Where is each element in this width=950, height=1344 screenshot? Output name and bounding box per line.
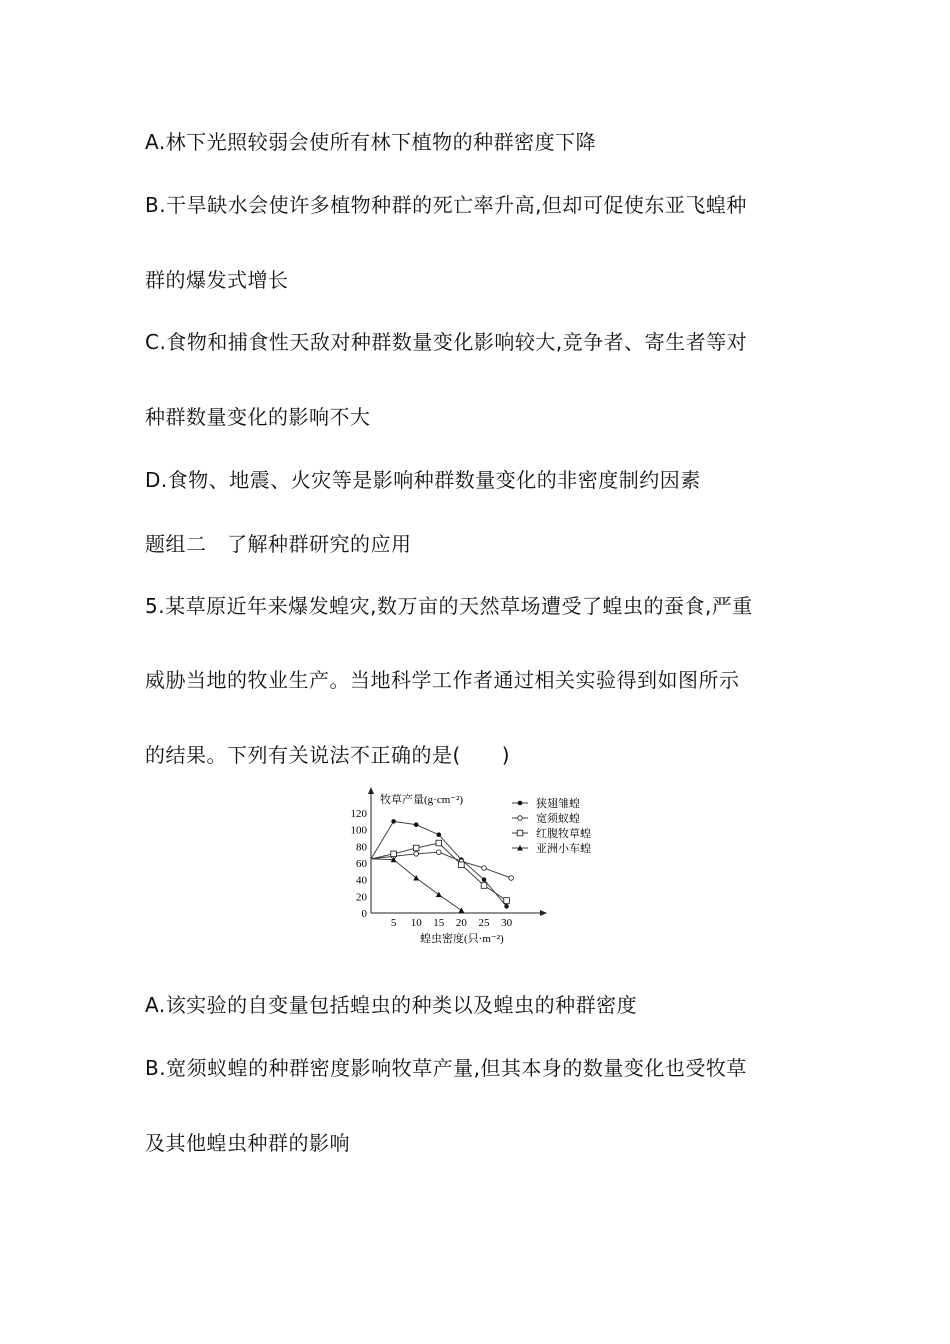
- open-circle-marker-icon: [509, 876, 514, 881]
- filled-circle-marker-icon: [518, 801, 523, 806]
- grass-yield-chart: [340, 785, 610, 950]
- chart-series: [371, 819, 513, 913]
- text-line: 种群数量变化的影响不大: [145, 405, 371, 429]
- text-line: B.干旱缺水会使许多植物种群的死亡率升高,但却可促使东亚飞蝗种: [145, 193, 747, 217]
- filled-circle-marker-icon: [437, 832, 442, 837]
- legend-item: [512, 826, 591, 840]
- series-line: [371, 857, 464, 913]
- legend-item: [512, 811, 580, 825]
- open-circle-marker-icon: [518, 816, 523, 821]
- y-axis-arrow-icon: [368, 787, 374, 794]
- open-circle-marker-icon: [482, 866, 487, 871]
- text-line: 威胁当地的牧业生产。当地科学工作者通过相关实验得到如图所示: [145, 668, 740, 692]
- y-tick-label: 0: [361, 908, 367, 920]
- filled-triangle-marker-icon: [436, 892, 442, 898]
- open-square-marker-icon: [481, 883, 487, 889]
- y-tick-label: 100: [350, 824, 367, 837]
- text-line: 及其他蝗虫种群的影响: [145, 1131, 350, 1155]
- x-tick-label: 20: [455, 917, 467, 929]
- filled-triangle-marker-icon: [458, 908, 464, 914]
- text-line: 题组二 了解种群研究的应用: [145, 532, 412, 556]
- x-tick-label: 5: [390, 917, 397, 929]
- open-square-marker-icon: [391, 851, 397, 857]
- legend-label: 亚洲小车蝗: [536, 843, 591, 855]
- x-axis-arrow-icon: [540, 910, 547, 916]
- open-square-marker-icon: [436, 840, 442, 846]
- filled-circle-marker-icon: [391, 819, 396, 824]
- open-square-marker-icon: [517, 830, 523, 836]
- text-line: 5.某草原近年来爆发蝗灾,数万亩的天然草场遭受了蝗虫的蚕食,严重: [145, 594, 753, 618]
- x-axis-label: 蝗虫密度(只·m⁻²): [420, 933, 504, 945]
- y-axis-label: 牧草产量(g·cm⁻²): [380, 794, 464, 806]
- open-circle-marker-icon: [414, 852, 419, 857]
- legend-label: 狭翅雏蝗: [536, 798, 580, 810]
- y-tick-label: 120: [350, 808, 367, 821]
- open-square-marker-icon: [459, 862, 465, 868]
- y-tick-label: 60: [356, 858, 367, 871]
- filled-circle-marker-icon: [504, 904, 509, 909]
- filled-circle-marker-icon: [414, 822, 419, 827]
- y-tick-label: 40: [356, 874, 367, 887]
- open-square-marker-icon: [504, 898, 510, 904]
- text-line: C.食物和捕食性天敌对种群数量变化影响较大,竞争者、寄生者等对: [145, 330, 748, 354]
- chart-legend: [512, 796, 591, 855]
- legend-item: [512, 841, 591, 855]
- legend-label: 红腹牧草蝗: [536, 828, 591, 840]
- filled-circle-marker-icon: [482, 877, 487, 882]
- open-circle-marker-icon: [437, 850, 442, 855]
- text-line: A.林下光照较弱会使所有林下植物的种群密度下降: [145, 130, 597, 154]
- y-tick-label: 80: [356, 841, 367, 854]
- text-line: A.该实验的自变量包括蝗虫的种类以及蝗虫的种群密度: [145, 993, 638, 1017]
- open-square-marker-icon: [413, 845, 419, 851]
- series-line: [371, 840, 509, 903]
- x-tick-label: 25: [478, 917, 490, 929]
- legend-item: [512, 796, 580, 810]
- x-tick-label: 15: [433, 917, 445, 929]
- y-tick-label: 20: [356, 891, 367, 904]
- x-tick-label: 30: [501, 917, 513, 929]
- legend-label: 宽须蚁蝗: [536, 813, 580, 825]
- text-line: D.食物、地震、火灾等是影响种群数量变化的非密度制约因素: [145, 468, 701, 492]
- text-line: 的结果。下列有关说法不正确的是( ): [145, 743, 511, 767]
- text-line: 群的爆发式增长: [145, 268, 289, 292]
- x-tick-label: 10: [410, 917, 422, 929]
- text-line: B.宽须蚁蝗的种群密度影响牧草产量,但其本身的数量变化也受牧草: [145, 1056, 747, 1080]
- line-chart: [340, 785, 610, 950]
